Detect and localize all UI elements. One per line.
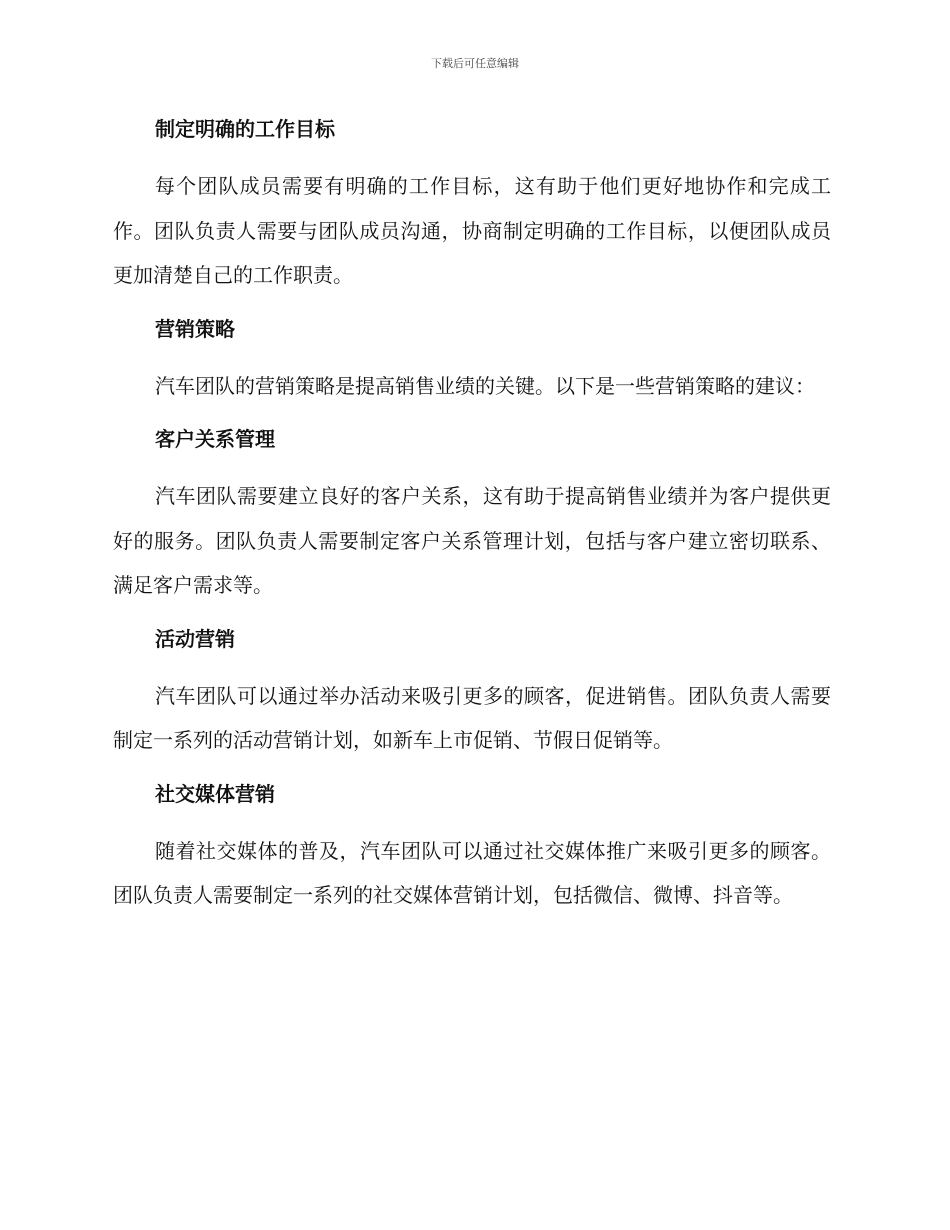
section-heading-event-marketing: 活动营销 [155, 626, 235, 651]
section-paragraph-marketing-strategy: 汽车团队的营销策略是提高销售业绩的关键。以下是一些营销策略的建议： [155, 373, 815, 398]
section-paragraph-work-goals: 每个团队成员需要有明确的工作目标，这有助于他们更好地协作和完成工作。团队负责人需要与团队成员沟通，协商制定明确的工作目标，以便团队成员更加清楚自己的工作职责。 [113, 174, 831, 287]
section-paragraph-event-marketing: 汽车团队可以通过举办活动来吸引更多的顾客，促进销售。团队负责人需要制定一系列的活动营销计划，如新车上市促销、节假日促销等。 [113, 683, 831, 752]
section-heading-marketing-strategy: 营销策略 [155, 316, 235, 341]
page-header: 下载后可任意编辑 [431, 57, 519, 70]
section-paragraph-customer-relations: 汽车团队需要建立良好的客户关系，这有助于提高销售业绩并为客户提供更好的服务。团队负责人需要制定客户关系管理计划，包括与客户建立密切联系、满足客户需求等。 [113, 484, 831, 597]
section-heading-work-goals: 制定明确的工作目标 [155, 117, 335, 141]
section-paragraph-social-media: 随着社交媒体的普及，汽车团队可以通过社交媒体推广来吸引更多的顾客。团队负责人需要制定一系列的社交媒体营销计划，包括微信、微博、抖音等。 [113, 838, 831, 907]
section-heading-customer-relations: 客户关系管理 [155, 427, 275, 451]
section-heading-social-media: 社交媒体营销 [155, 781, 275, 806]
document-body [113, 112, 831, 932]
